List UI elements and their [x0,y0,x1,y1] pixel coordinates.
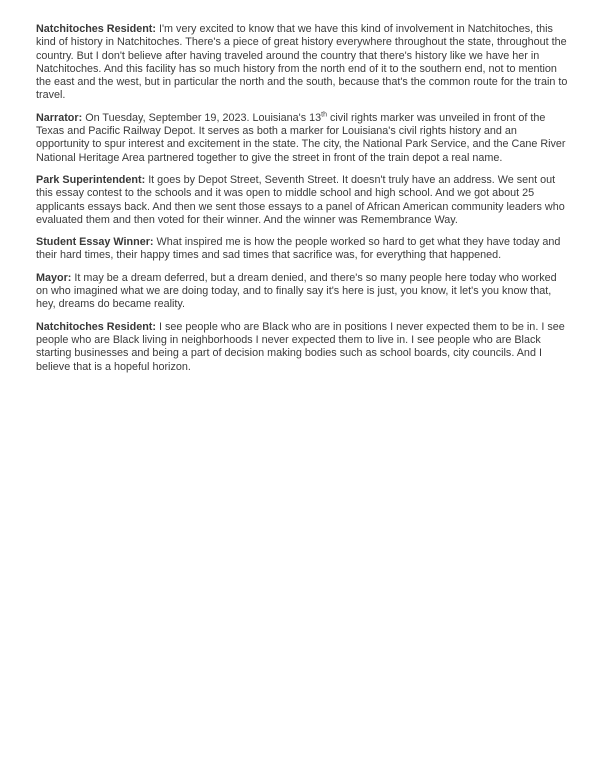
paragraph-text: It may be a dream deferred, but a dream denied, and there's so many people here today who worked on who imagined what we are doing today, and to finally say it's here is just, you know, it let's you know that, hey, dreams do became reality. [36,271,557,311]
transcript-paragraph [36,112,568,165]
transcript-paragraph [36,236,568,263]
paragraph-text: I see people who are Black who are in positions I never expected them to be in. I see people who are Black living in neighborhoods I never expected them to live in. I see people who are Black starting businesses and being a part of decision making bodies such as school boards, city councils. And I believe that is a hopeful horizon. [36,320,565,373]
ordinal-superscript: th [321,111,327,119]
paragraph-text: I'm very excited to know that we have this kind of involvement in Natchitoches, this kind of history in Natchitoches. There's a piece of great history everywhere throughout the state, throughout the country. But I don't believe after having traveled around the country that there's history like we have her in Natchitoches. And this facility has so much history from the north end of it to the southern end, not to mention the east and the west, but in particular the north and the south, because that's the common route for the train to travel. [36,23,568,102]
transcript-paragraph [36,23,568,103]
speaker-label: Student Essay Winner: [36,236,154,249]
transcript-paragraph [36,174,568,227]
speaker-label: Natchitoches Resident: [36,320,156,333]
paragraph-text: What inspired me is how the people worked so hard to get what they have today and their hard times, their happy times and sad times that sacrifice was, for everything that happened. [36,236,561,262]
paragraph-text: civil rights marker was unveiled in front of the Texas and Pacific Railway Depot. It serves as both a marker for Louisiana's civil rights history and an opportunity to spur interest and excitement in the state. The city, the National Park Service, and the Cane River National Heritage Area partnered together to give the street in front of the train depot a real name. [36,111,566,164]
paragraph-text: It goes by Depot Street, Seventh Street. It doesn't truly have an address. We sent out this essay contest to the schools and it was open to middle school and high school. And we got about 25 applicants essays back. And then we sent those essays to a panel of African American community leaders who evaluated them and then voted for their winner. And the winner was Remembrance Way. [36,173,565,226]
transcript-paragraph [36,321,568,374]
transcript-paragraph [36,272,568,312]
speaker-label: Narrator: [36,111,83,124]
speaker-label: Park Superintendent: [36,173,146,186]
speaker-label: Natchitoches Resident: [36,23,156,35]
speaker-label: Mayor: [36,271,72,284]
paragraph-text: On Tuesday, September 19, 2023. Louisiana's 13 [85,111,322,124]
